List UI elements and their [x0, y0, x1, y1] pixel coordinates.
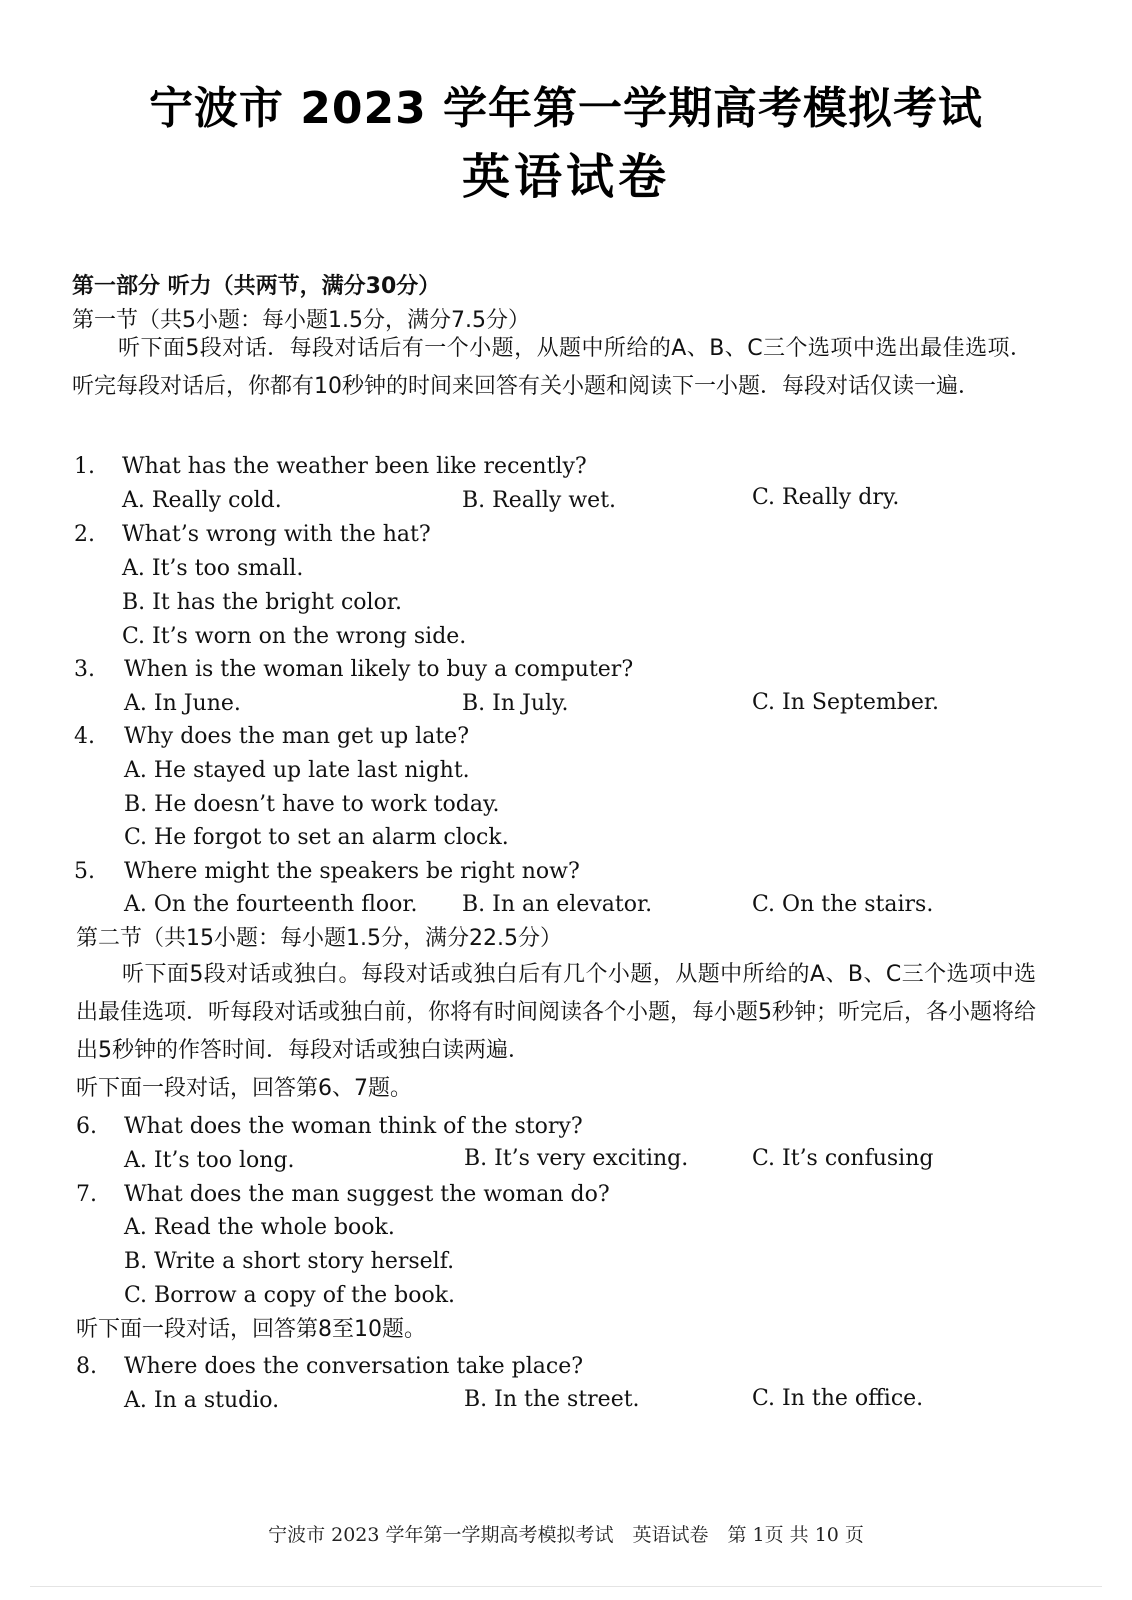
question-number: 1.	[74, 454, 95, 479]
option-b: B. In July.	[462, 691, 569, 716]
option-a: A. Read the whole book.	[124, 1215, 395, 1240]
option-c: C. He forgot to set an alarm clock.	[124, 825, 509, 850]
group-instruction: 听下面一段对话，回答第6、7题。	[76, 1076, 412, 1101]
option-c: C. In September.	[752, 690, 939, 715]
option-b: B. Really wet.	[462, 488, 617, 513]
option-c: C. Borrow a copy of the book.	[124, 1283, 456, 1308]
bottom-divider	[30, 1586, 1102, 1587]
question-number: 3.	[74, 657, 95, 682]
question-number: 4.	[74, 724, 95, 749]
option-c: C. It’s confusing	[752, 1146, 934, 1171]
section1-instructions: 听下面5段对话．每段对话后有一个小题，从题中所给的A、B、C三个选项中选出最佳选项．听完每段对话后，你都有10秒钟的时间来回答有关小题和阅读下一小题．每段对话仅读一遍．	[72, 336, 1032, 399]
question-number: 5.	[74, 859, 95, 884]
option-b: B. Write a short story herself.	[124, 1249, 455, 1274]
question-text: What has the weather been like recently?	[122, 454, 587, 479]
option-a: A. In June.	[124, 691, 241, 716]
question-number: 8.	[76, 1354, 97, 1379]
question-text: What’s wrong with the hat?	[122, 522, 431, 547]
question-text: Where does the conversation take place?	[124, 1354, 584, 1379]
section1-heading: 第一节（共5小题：每小题1.5分，满分7.5分）	[72, 308, 530, 333]
option-c: C. It’s worn on the wrong side.	[122, 624, 467, 649]
page-footer: 宁波市 2023 学年第一学期高考模拟考试 英语试卷 第 1页 共 10 页	[268, 1524, 864, 1546]
question-text: Why does the man get up late?	[124, 724, 469, 749]
question-number: 2.	[74, 522, 95, 547]
question-text: What does the woman think of the story?	[124, 1114, 583, 1139]
group-instruction: 听下面一段对话，回答第8至10题。	[76, 1317, 426, 1342]
question-text: What does the man suggest the woman do?	[124, 1182, 610, 1207]
option-a: A. He stayed up late last night.	[124, 758, 470, 783]
option-a: A. Really cold.	[122, 488, 282, 513]
part1-heading: 第一部分 听力（共两节，满分30分）	[72, 274, 441, 299]
option-c: C. In the office.	[752, 1386, 924, 1411]
option-a: A. On the fourteenth floor.	[124, 892, 418, 917]
exam-subtitle: 英语试卷	[461, 149, 670, 205]
option-b: B. It has the bright color.	[122, 590, 402, 615]
option-c: C. On the stairs.	[752, 892, 934, 917]
option-a: A. It’s too long.	[124, 1148, 295, 1173]
question-text: Where might the speakers be right now?	[124, 859, 580, 884]
section2-instructions: 听下面5段对话或独白。每段对话或独白后有几个小题，从题中所给的A、B、C三个选项中选出最佳选项．听每段对话或独白前，你将有时间阅读各个小题，每小题5秒钟；听完后，各小题将给出5秒钟的作答时间．每段对话或独白读两遍．	[76, 962, 1037, 1063]
option-b: B. It’s very exciting.	[464, 1146, 689, 1171]
exam-title: 宁波市 2023 学年第一学期高考模拟考试	[148, 83, 984, 134]
option-b: B. In the street.	[464, 1387, 640, 1412]
option-b: B. He doesn’t have to work today.	[124, 792, 500, 817]
question-number: 7.	[76, 1182, 97, 1207]
question-number: 6.	[76, 1114, 97, 1139]
option-a: A. In a studio.	[124, 1388, 280, 1413]
section2-heading: 第二节（共15小题：每小题1.5分，满分22.5分）	[76, 926, 562, 951]
option-a: A. It’s too small.	[122, 556, 304, 581]
option-c: C. Really dry.	[752, 485, 900, 510]
option-b: B. In an elevator.	[462, 892, 653, 917]
question-text: When is the woman likely to buy a computer?	[124, 657, 634, 682]
